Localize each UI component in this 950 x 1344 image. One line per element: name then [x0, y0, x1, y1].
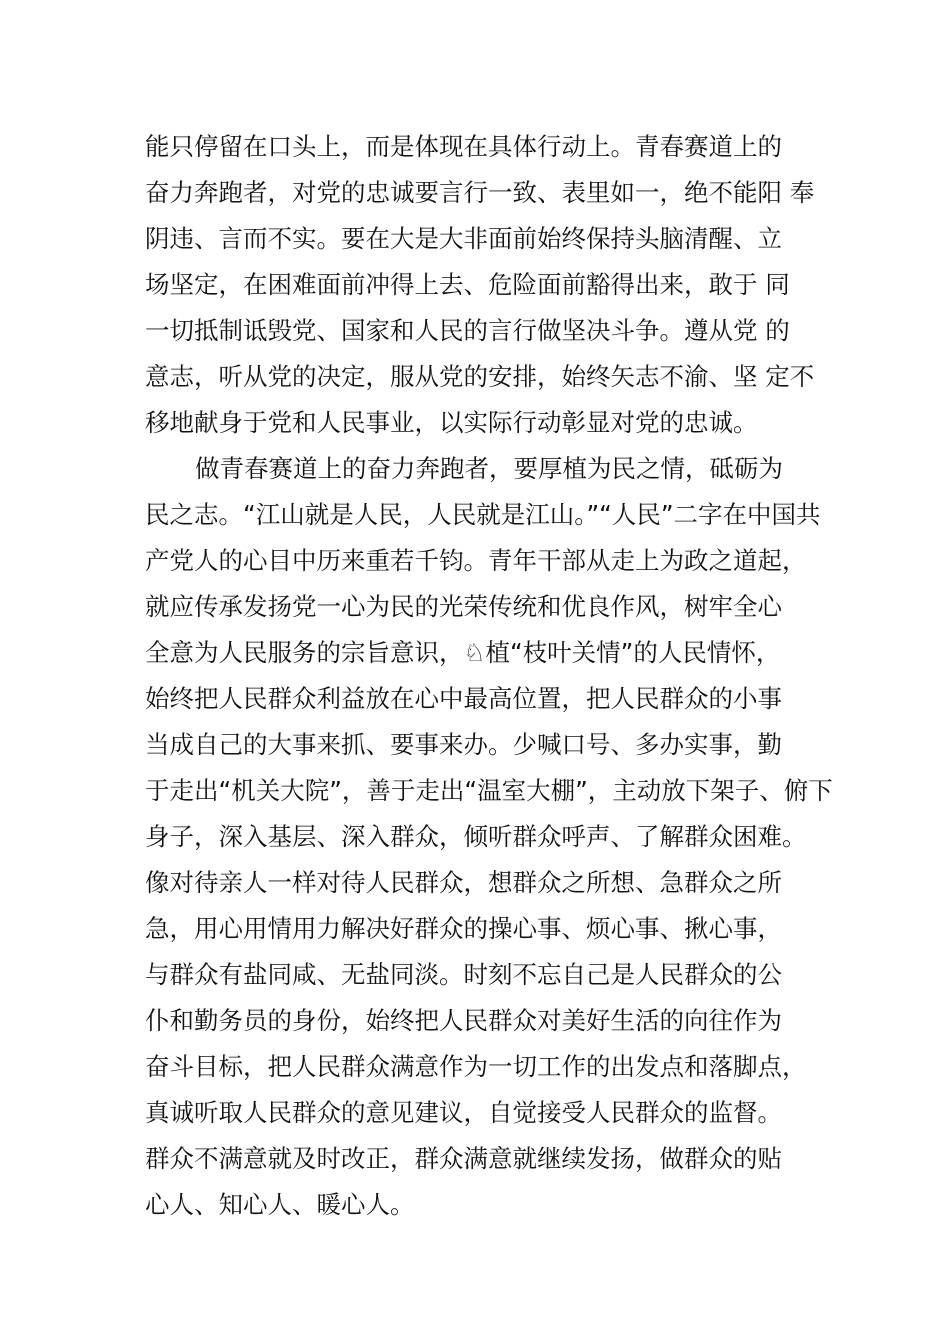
paragraph-line: 真诚听取人民群众的意见建议，自觉接受人民群众的监督。	[145, 1098, 782, 1127]
paragraph-line: 奋力奔跑者，对党的忠诚要言行一致、表里如一，绝不能阳 奉	[145, 178, 815, 207]
paragraph-line: 身子，深入基层、深入群众，倾听群众呼声、了解群众困难。	[145, 822, 807, 851]
paragraph-line: 始终把人民群众利益放在心中最高位置，把人民群众的小事	[145, 684, 782, 713]
paragraph-loyalty	[145, 124, 845, 446]
paragraph-line: 移地献身于党和人民事业，以实际行动彰显对党的忠诚。	[145, 408, 758, 437]
paragraph-line: 与群众有盐同咸、无盐同淡。时刻不忘自己是人民群众的公	[145, 960, 782, 989]
paragraph-line: 像对待亲人一样对待人民群众，想群众之所想、急群众之所	[145, 868, 782, 897]
paragraph-line: 于走出“机关大院”，善于走出“温室大棚”，主动放下架子、俯下	[145, 776, 833, 805]
paragraph-line: 民之志。“江山就是人民，人民就是江山。”“人民”二字在中国共	[145, 500, 821, 529]
paragraph-line: 场坚定，在困难面前冲得上去、危险面前豁得出来，敢于 同	[145, 270, 790, 299]
paragraph-line: 心人、知心人、暖心人。	[145, 1190, 415, 1219]
paragraph-line: 当成自己的大事来抓、要事来办。少喊口号、多办实事，勤	[145, 730, 782, 759]
paragraph-line: 意志，听从党的决定，服从党的安排，始终矢志不渝、坚 定不	[145, 362, 815, 391]
paragraph-line: 能只停留在口头上，而是体现在具体行动上。青春赛道上的	[145, 132, 782, 161]
paragraph-line: 产党人的心目中历来重若千钧。青年干部从走上为政之道起，	[145, 546, 807, 575]
paragraph-line: 就应传承发扬党一心为民的光荣传统和优良作风，树牢全心	[145, 592, 782, 621]
paragraph-line: 一切抵制诋毁党、国家和人民的言行做坚决斗争。遵从党 的	[145, 316, 790, 345]
paragraph-line: 阴违、言而不实。要在大是大非面前始终保持头脑清醒、立	[145, 224, 782, 253]
paragraph-serve-people	[145, 446, 845, 1228]
paragraph-line: 全意为人民服务的宗旨意识，♘植“枝叶关情”的人民情怀，	[145, 638, 781, 667]
paragraph-line: 奋斗目标，把人民群众满意作为一切工作的出发点和落脚点，	[145, 1052, 807, 1081]
paragraph-line: 做青春赛道上的奋力奔跑者，要厚植为民之情，砥砺为	[195, 454, 783, 483]
paragraph-line: 群众不满意就及时改正，群众满意就继续发扬，做群众的贴	[145, 1144, 782, 1173]
paragraph-line: 急，用心用情用力解决好群众的操心事、烦心事、揪心事，	[145, 914, 782, 943]
paragraph-line: 仆和勤务员的身份，始终把人民群众对美好生活的向往作为	[145, 1006, 782, 1035]
